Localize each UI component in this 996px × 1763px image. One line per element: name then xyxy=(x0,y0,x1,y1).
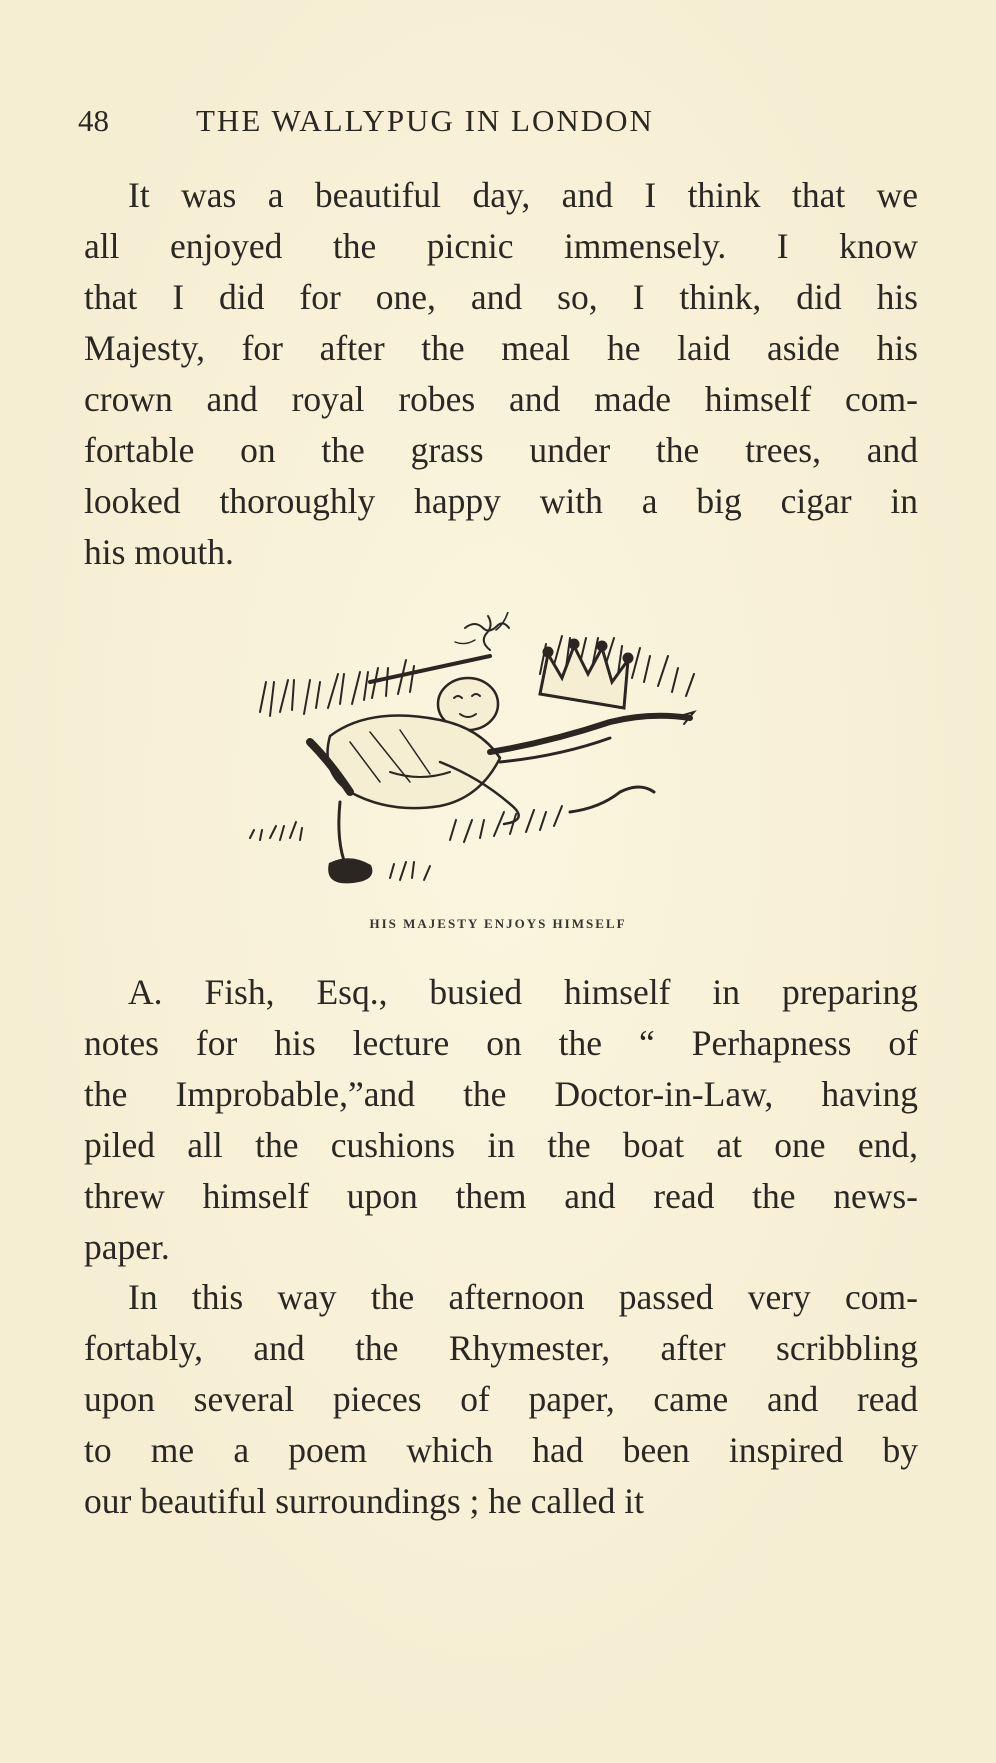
text-line: In this way the afternoon passed very com- xyxy=(128,1277,918,1317)
page-number: 48 xyxy=(78,103,109,138)
text-line: piled all the cushions in the boat at one end, xyxy=(84,1125,918,1165)
illustration-caption: HIS MAJESTY ENJOYS HIMSELF xyxy=(369,916,627,931)
text-line: to me a poem which had been inspired by xyxy=(84,1430,918,1470)
text-line: A. Fish, Esq., busied himself in preparing xyxy=(128,972,918,1012)
text-line: Majesty, for after the meal he laid aside his xyxy=(84,328,918,368)
running-title: THE WALLYPUG IN LONDON xyxy=(196,103,654,138)
text-line: all enjoyed the picnic immensely. I know xyxy=(84,226,918,266)
text-line: It was a beautiful day, and I think that we xyxy=(128,175,918,215)
text-line: our beautiful surroundings ; he called it xyxy=(84,1481,644,1521)
paragraph-2 xyxy=(84,967,918,1273)
text-line: crown and royal robes and made himself com- xyxy=(84,379,918,419)
text-line: that I did for one, and so, I think, did his xyxy=(84,277,918,317)
text-line: upon several pieces of paper, came and read xyxy=(84,1379,918,1419)
paragraph-3 xyxy=(84,1272,918,1527)
text-line: looked thoroughly happy with a big cigar in xyxy=(84,481,918,521)
text-line: fortable on the grass under the trees, and xyxy=(84,430,918,470)
running-header xyxy=(78,103,838,145)
text-line: fortably, and the Rhymester, after scribbling xyxy=(84,1328,918,1368)
text-line: the Improbable,”and the Doctor-in-Law, having xyxy=(84,1074,918,1114)
text-line: paper. xyxy=(84,1227,170,1267)
text-line: threw himself upon them and read the news- xyxy=(84,1176,918,1216)
text-line: his mouth. xyxy=(84,532,234,572)
text-line: notes for his lecture on the “ Perhapness of xyxy=(84,1023,918,1063)
paragraph-1 xyxy=(84,170,918,578)
king-illustration xyxy=(240,612,760,908)
